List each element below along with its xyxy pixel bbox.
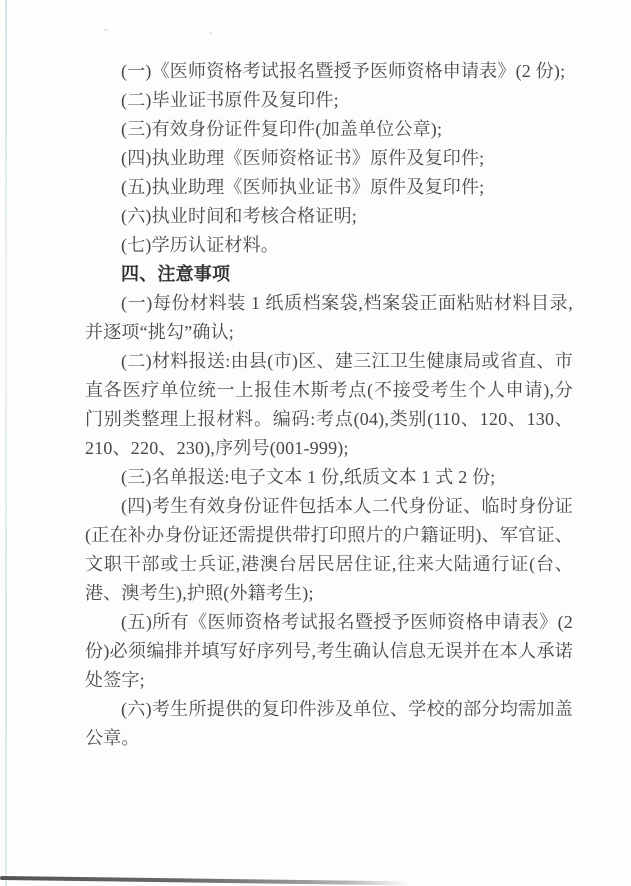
note-item-4: (四)考生有效身份证件包括本人二代身份证、临时身份证(正在补办身份证还需提供带打印照片的户籍证明)、军官证、文职干部或士兵证,港澳台居民居住证,往来大陆通行证(台、港、澳考生),护照(外籍考生); [85,496,573,603]
scan-edge-line-bottom [0,876,408,885]
material-item-7: (七)学历认证材料。 [121,235,279,255]
material-item-4: (四)执业助理《医师资格证书》原件及复印件; [121,148,485,168]
material-item-1: (一)《医师资格考试报名暨授予医师资格申请表》(2 份); [121,61,566,81]
document-content [85,57,573,753]
note-item-5: (五)所有《医师资格考试报名暨授予医师资格申请表》(2 份)必须编排并填写好序列号,考生确认信息无误并在本人承诺处签字; [85,612,573,690]
scan-speck [209,32,212,34]
note-item-3: (三)名单报送:电子文本 1 份,纸质文本 1 式 2 份; [121,467,496,487]
material-item-3: (三)有效身份证件复印件(加盖单位公章); [121,119,443,139]
material-item-6: (六)执业时间和考核合格证明; [121,206,357,226]
material-item-5: (五)执业助理《医师执业证书》原件及复印件; [121,177,485,197]
scan-speck [103,29,108,31]
material-item-2: (二)毕业证书原件及复印件; [121,90,339,110]
scan-edge-line-left [5,0,7,886]
notes-section-heading: 四、注意事项 [121,264,231,284]
note-item-1: (一)每份材料装 1 纸质档案袋,档案袋正面粘贴材料目录,并逐项“挑勾”确认; [85,293,573,342]
note-item-6: (六)考生所提供的复印件涉及单位、学校的部分均需加盖公章。 [85,699,573,748]
note-item-2: (二)材料报送:由县(市)区、建三江卫生健康局或省直、市直各医疗单位统一上报佳木斯考点(不接受考生个人申请),分门别类整理上报材料。编码:考点(04),类别(110、120、130、210、220、230),序列号(001-999); [85,351,573,458]
